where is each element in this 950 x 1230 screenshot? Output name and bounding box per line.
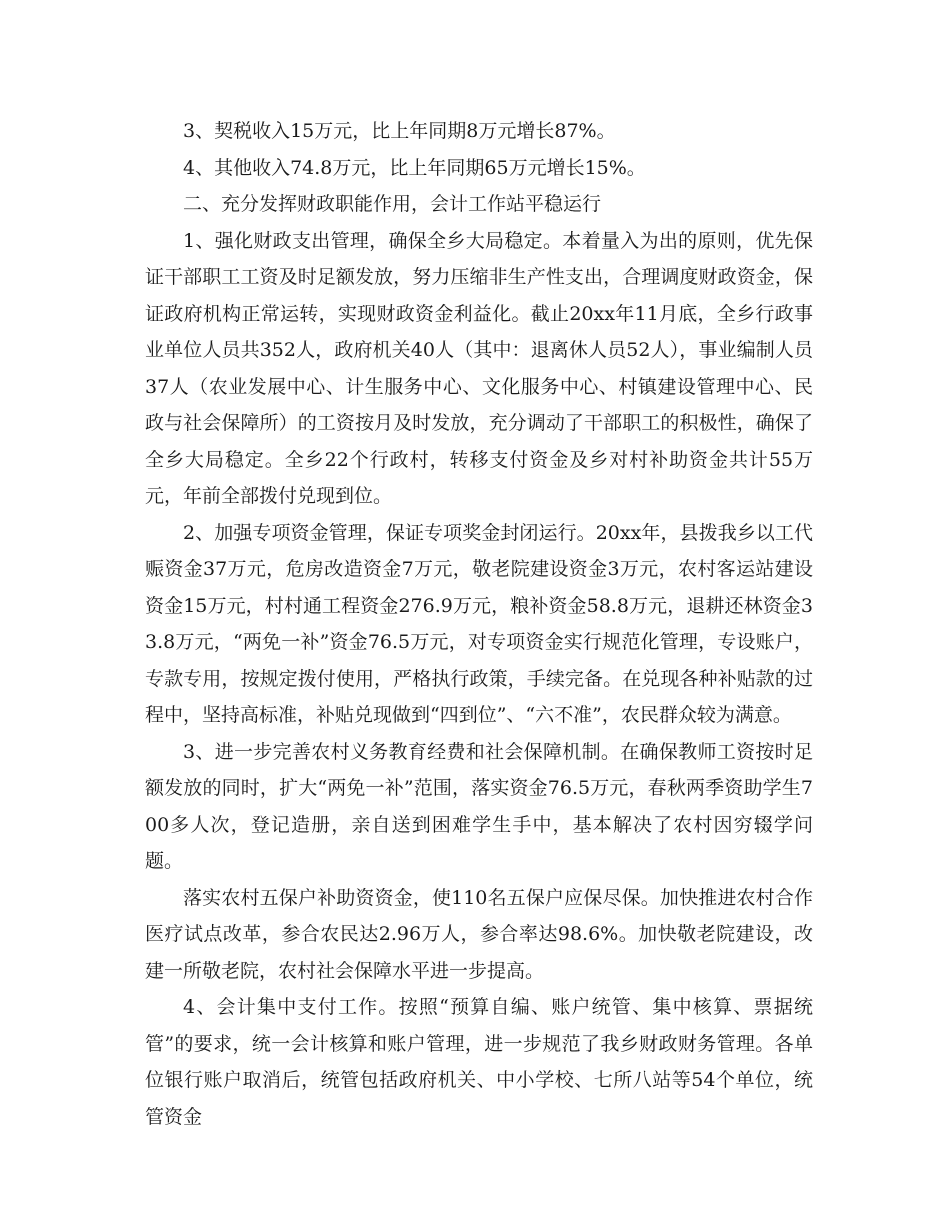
paragraph-expenditure-management: 1、强化财政支出管理，确保全乡大局稳定。本着量入为出的原则，优先保证干部职工工资及时足额发放，努力压缩非生产性支出，合理调度财政资金，保证政府机构正常运转，实现财政资金利益化。截止20xx年11月底，全乡行政事业单位人员共352人，政府机关40人（其中：退离休人员52人），事业编制人员37人（农业发展中心、计生服务中心、文化服务中心、村镇建设管理中心、民政与社会保障所）的工资按月及时发放，充分调动了干部职工的积极性，确保了全乡大局稳定。全乡22个行政村，转移支付资金及乡对村补助资金共计55万元，年前全部拨付兑现到位。: [145, 229, 813, 507]
paragraph-education-funding: 3、进一步完善农村义务教育经费和社会保障机制。在确保教师工资按时足额发放的同时，扩大“两免一补”范围，落实资金76.5万元，春秋两季资助学生700多人次，登记造册，亲自送到困难学生手中，基本解决了农村因穷辍学问题。: [145, 740, 813, 872]
paragraph-deed-tax: 3、契税收入15万元，比上年同期8万元增长87%。: [183, 120, 616, 142]
document-body: [145, 113, 813, 1135]
paragraph-special-funds: 2、加强专项资金管理，保证专项奖金封闭运行。20xx年，县拨我乡以工代赈资金37万元，危房改造资金7万元，敬老院建设资金3万元，农村客运站建设资金15万元，村村通工程资金276.9万元，粮补资金58.8万元，退耕还林资金33.8万元，“两免一补”资金76.5万元，对专项资金实行规范化管理，专设账户，专款专用，按规定拨付使用，严格执行政策，手续完备。在兑现各种补贴款的过程中，坚持高标准，补贴兑现做到“四到位”、“六不准”，农民群众较为满意。: [145, 521, 813, 726]
paragraph-centralized-accounting: 4、会计集中支付工作。按照“预算自编、账户统管、集中核算、票据统管”的要求，统一会计核算和账户管理，进一步规范了我乡财政财务管理。各单位银行账户取消后，统管包括政府机关、中小学校、七所八站等54个单位，统管资金: [145, 996, 813, 1128]
paragraph-other-income: 4、其他收入74.8万元，比上年同期65万元增长15%。: [183, 156, 646, 179]
paragraph-social-security: 落实农村五保户补助资资金，使110名五保户应保尽保。加快推进农村合作医疗试点改革，参合农民达2.96万人，参合率达98.6%。加快敬老院建设，改建一所敬老院，农村社会保障水平进一步提高。: [145, 886, 813, 982]
section-heading: 二、充分发挥财政职能作用，会计工作站平稳运行: [183, 193, 602, 215]
